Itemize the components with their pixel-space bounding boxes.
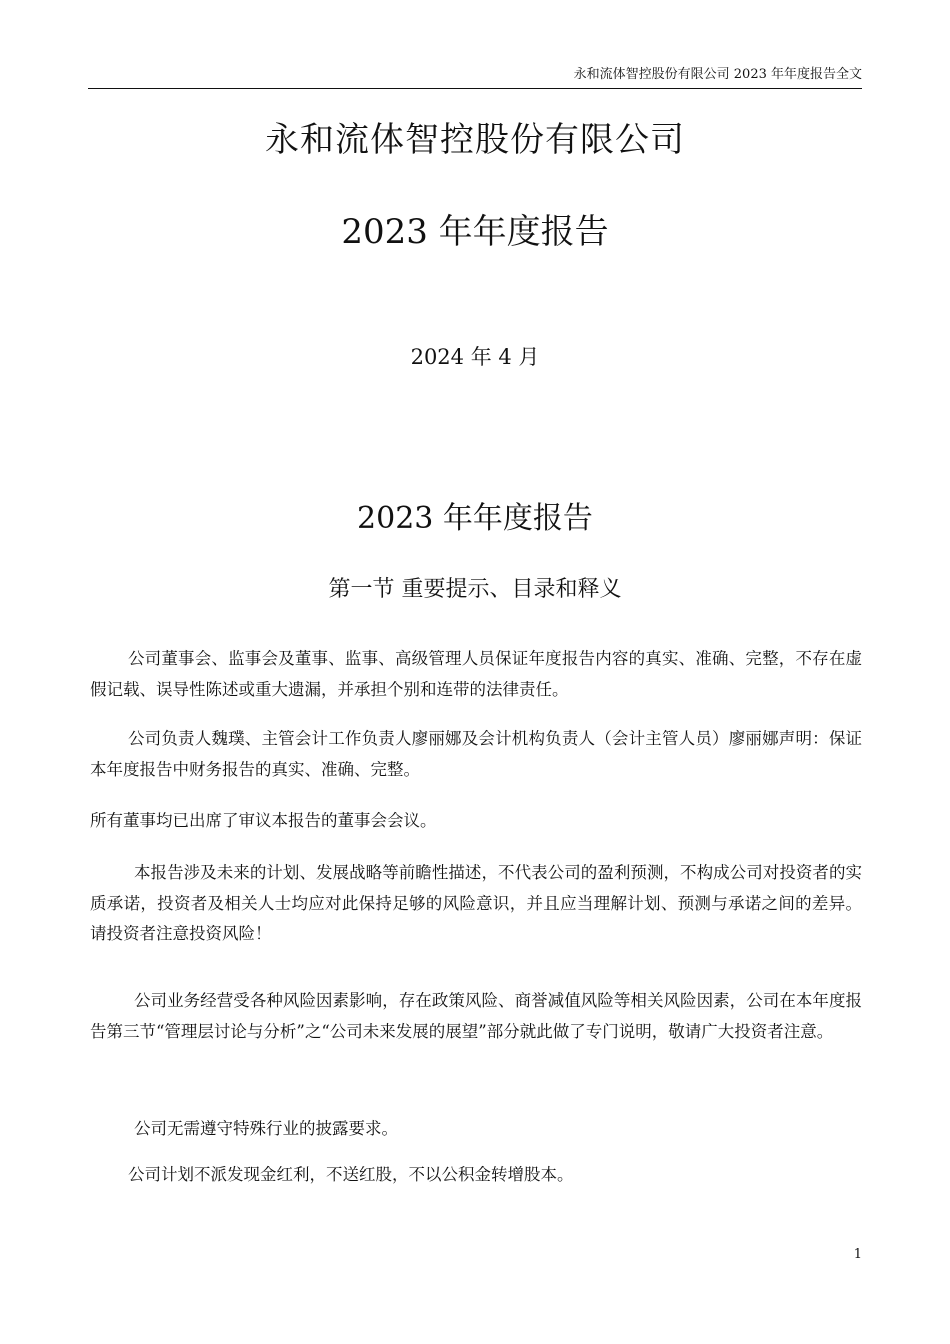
paragraph-risk-factors: 公司业务经营受各种风险因素影响，存在政策风险、商誉减值风险等相关风险因素，公司在本年度报告第三节“管理层讨论与分析”之“公司未来发展的展望”部分就此做了专门说明，敬请广大投资者注意。 [90,991,862,1041]
paragraph-forward-looking: 本报告涉及未来的计划、发展战略等前瞻性描述，不代表公司的盈利预测，不构成公司对投资者的实质承诺，投资者及相关人士均应对此保持足够的风险意识，并且应当理解计划、预测与承诺之间的差异。请投资者注意投资风险！ [90,863,862,943]
paragraph-dividend-plan: 公司计划不派发现金红利，不送红股，不以公积金转增股本。 [128,1165,574,1184]
body-report-title: 2023 年年度报告 [357,501,593,536]
running-header: 永和流体智控股份有限公司 2023 年年度报告全文 [573,67,862,82]
report-date: 2024 年 4 月 [410,345,540,369]
paragraph-directors-attendance: 所有董事均已出席了审议本报告的董事会会议。 [90,811,437,830]
header-rule [88,88,862,89]
paragraph-industry-disclosure: 公司无需遵守特殊行业的披露要求。 [134,1119,398,1138]
page-number: 1 [853,1247,862,1262]
section-title: 第一节 重要提示、目录和释义 [328,577,622,602]
paragraph-responsible-persons: 公司负责人魏璞、主管会计工作负责人廖丽娜及会计机构负责人（会计主管人员）廖丽娜声明：保证本年度报告中财务报告的真实、准确、完整。 [90,729,862,779]
company-name-title: 永和流体智控股份有限公司 [265,120,685,160]
paragraph-board-guarantee: 公司董事会、监事会及董事、监事、高级管理人员保证年度报告内容的真实、准确、完整，不存在虚假记载、误导性陈述或重大遗漏，并承担个别和连带的法律责任。 [90,649,862,699]
cover-report-title: 2023 年年度报告 [341,212,609,252]
